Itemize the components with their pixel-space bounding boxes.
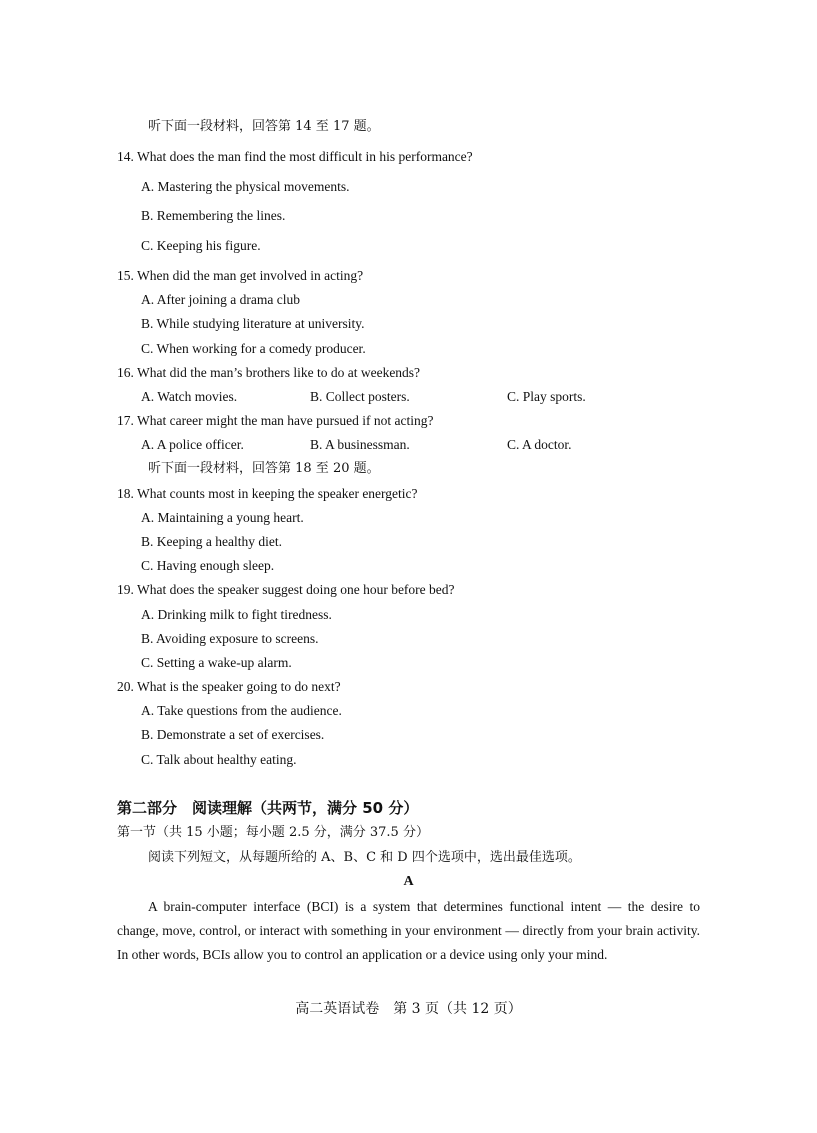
q18-option-c: C. Having enough sleep.	[141, 558, 275, 573]
q18-option-a: A. Maintaining a young heart.	[141, 510, 304, 525]
q20-option-b: B. Demonstrate a set of exercises.	[141, 727, 325, 742]
q16-option-a: A. Watch movies.	[141, 389, 238, 404]
question-17: 17. What career might the man have pursued if not acting?	[117, 413, 434, 428]
reading-instruction: 阅读下列短文，从每题所给的 A、B、C 和 D 四个选项中，选出最佳选项。	[148, 850, 581, 865]
q17-option-a: A. A police officer.	[141, 437, 244, 452]
instruction-18-20: 听下面一段材料，回答第 18 至 20 题。	[148, 461, 380, 476]
q17-option-c: C. A doctor.	[507, 437, 572, 452]
question-19: 19. What does the speaker suggest doing one hour before bed?	[117, 582, 455, 597]
instruction-14-17: 听下面一段材料，回答第 14 至 17 题。	[148, 119, 380, 134]
q14-option-a: A. Mastering the physical movements.	[141, 179, 350, 194]
q15-option-a: A. After joining a drama club	[141, 292, 300, 307]
q17-option-b: B. A businessman.	[310, 437, 410, 452]
part2-heading: 第二部分 阅读理解（共两节，满分 50 分）	[117, 799, 419, 817]
q19-option-c: C. Setting a wake-up alarm.	[141, 655, 292, 670]
question-20: 20. What is the speaker going to do next?	[117, 679, 341, 694]
q20-option-c: C. Talk about healthy eating.	[141, 752, 297, 767]
q19-option-b: B. Avoiding exposure to screens.	[141, 631, 319, 646]
question-16: 16. What did the man’s brothers like to do at weekends?	[117, 365, 421, 380]
q15-option-c: C. When working for a comedy producer.	[141, 341, 366, 356]
q19-option-a: A. Drinking milk to fight tiredness.	[141, 607, 332, 622]
question-15: 15. When did the man get involved in acting?	[117, 268, 364, 283]
passage-paragraph: A brain-computer interface (BCI) is a system that determines functional intent — the desire to change, move, control, or interact with something in your environment — directly from your brain activity. In other words, BCIs allow you to control an application or a device using only your mind.	[117, 899, 700, 962]
q16-option-c: C. Play sports.	[507, 389, 586, 404]
q20-option-a: A. Take questions from the audience.	[141, 703, 342, 718]
q15-option-b: B. While studying literature at university.	[141, 316, 365, 331]
section1-title: 第一节（共 15 小题；每小题 2.5 分，满分 37.5 分）	[117, 825, 429, 840]
q18-option-b: B. Keeping a healthy diet.	[141, 534, 282, 549]
q14-option-c: C. Keeping his figure.	[141, 238, 261, 253]
q16-option-b: B. Collect posters.	[310, 389, 410, 404]
passage-label: A	[403, 874, 414, 889]
question-14: 14. What does the man find the most difficult in his performance?	[117, 149, 473, 164]
question-18: 18. What counts most in keeping the speaker energetic?	[117, 486, 418, 501]
q14-option-b: B. Remembering the lines.	[141, 208, 286, 223]
page-footer: 高二英语试卷 第 3 页（共 12 页）	[295, 1001, 522, 1017]
